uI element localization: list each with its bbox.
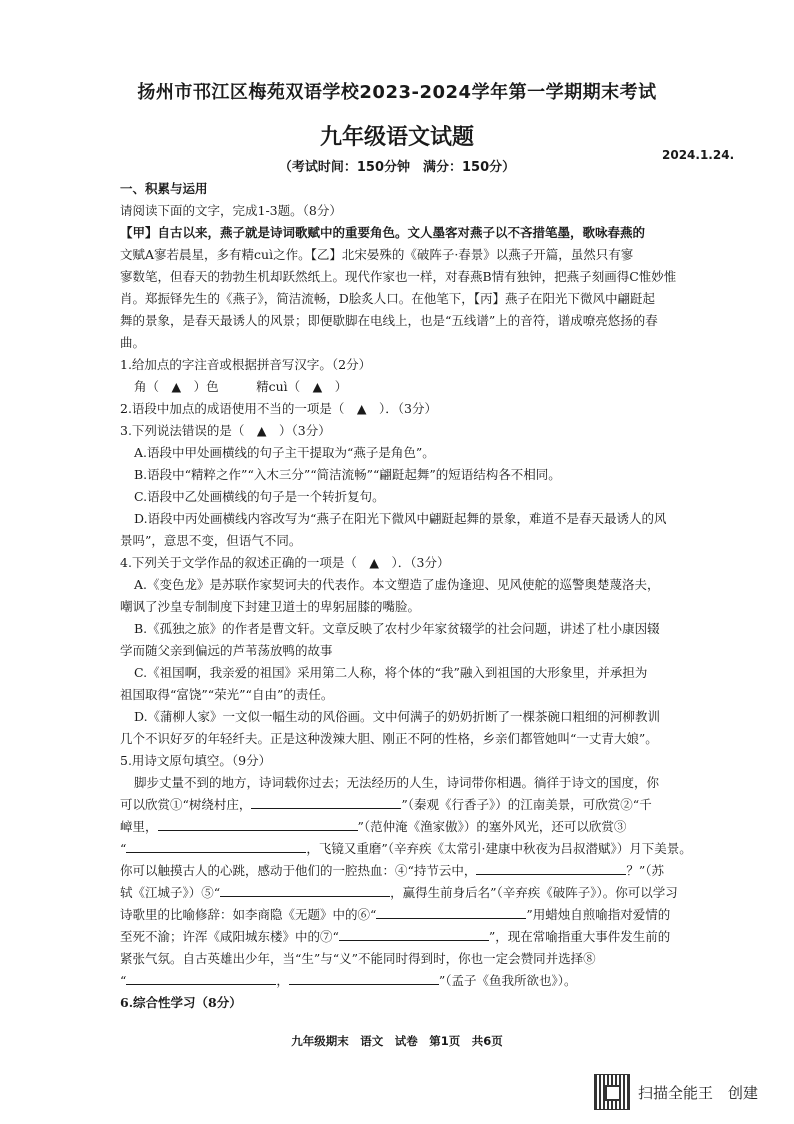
- question-4-option-a: A.《变色龙》是苏联作家契诃夫的代表作。本文塑造了虚伪逢迎、见风使舵的巡警奥楚蔑洛夫，: [134, 577, 660, 592]
- question-5-text: 轼《江城子》）⑤“: [120, 885, 221, 900]
- passage-line: 曲。: [120, 335, 146, 350]
- question-5-text: ”（孟子《鱼我所欲也》）。: [438, 973, 577, 988]
- question-5-text: 嶂里，: [120, 819, 158, 834]
- question-5-line: 紧张气氛。自古英雄出少年，当“生”与“义”不能同时得到时，你也一定会赞同并选择⑧: [120, 951, 596, 966]
- page-footer: 九年级期末 语文 试卷 第1页 共6页: [291, 1034, 503, 1048]
- reading-instruction: 请阅读下面的文字，完成1-3题。（8分）: [120, 203, 342, 218]
- answer-blank[interactable]: [158, 816, 358, 831]
- question-5-text: 诗歌里的比喻修辞：如李商隐《无题》中的⑥“: [120, 907, 377, 922]
- school-title: 扬州市邗江区梅苑双语学校2023-2024学年第一学期期末考试: [137, 82, 657, 103]
- question-5-text: ？”（苏: [626, 863, 665, 878]
- exam-date: 2024.1.24.: [662, 148, 735, 162]
- passage-line: 文赋A寥若晨星，多有精cuì之作。【乙】北宋晏殊的《破阵子·春景》以燕子开篇，虽然只有寥: [120, 247, 634, 262]
- question-5-line: [120, 794, 788, 816]
- watermark-text: 扫描全能王 创建: [638, 1083, 759, 1102]
- question-4-option-c-cont: 祖国取得“富饶”“荣光”“自由”的责任。: [120, 687, 334, 702]
- answer-blank[interactable]: [126, 970, 276, 985]
- question-5-text: 至死不渝；许浑《咸阳城东楼》中的⑦“: [120, 929, 339, 944]
- answer-blank[interactable]: [126, 838, 306, 853]
- question-3-stem: 3.下列说法错误的是（ ▲ ）（3分）: [120, 423, 331, 438]
- question-3-option-a: A.语段中甲处画横线的句子主干提取为“燕子是角色”。: [134, 445, 435, 460]
- qr-code-icon: [594, 1074, 630, 1110]
- passage-line: 肖。郑振铎先生的《燕子》，简洁流畅，D脍炙人口。在他笔下，【丙】燕子在阳光下微风中翩跹起: [120, 291, 656, 306]
- passage-line: 舞的景象，是春天最诱人的风景；即便歇脚在电线上，也是“五线谱”上的音符，谱成嘹亮悠扬的春: [120, 313, 658, 328]
- passage-line: 寥数笔，但春天的勃勃生机却跃然纸上。现代作家也一样，对春燕B情有独钟，把燕子刻画得C惟妙惟: [120, 269, 677, 284]
- section-heading: 一、积累与运用: [120, 181, 208, 196]
- question-5-line: [120, 882, 788, 904]
- question-5-line: [120, 838, 788, 860]
- question-5-text: ，赢得生前身后名”（辛弃疾《破阵子》）。你可以学习: [390, 885, 678, 900]
- question-5-text: “: [120, 841, 127, 856]
- question-4-option-c: C.《祖国啊，我亲爱的祖国》采用第二人称，将个体的“我”融入到祖国的大形象里，并承担为: [134, 665, 648, 680]
- question-4-option-a-cont: 嘲讽了沙皇专制制度下封建卫道士的卑躬屈膝的嘴脸。: [120, 599, 421, 614]
- passage-line: 【甲】自古以来，燕子就是诗词歌赋中的重要角色。文人墨客对燕子以不吝措笔墨，歌咏春燕的: [120, 225, 646, 240]
- answer-blank[interactable]: [220, 882, 390, 897]
- question-3-option-b: B.语段中“精粹之作”“入木三分”“简洁流畅”“翩跹起舞”的短语结构各不相同。: [134, 467, 561, 482]
- question-5-text: ”，现在常喻指重大事件发生前的: [488, 929, 671, 944]
- question-4-stem: 4.下列关于文学作品的叙述正确的一项是（ ▲ ）．（3分）: [120, 555, 450, 570]
- question-5-stem: 5.用诗文原句填空。（9分）: [120, 753, 272, 768]
- exam-content: [120, 178, 788, 1014]
- answer-blank[interactable]: [376, 904, 526, 919]
- question-5-line: [120, 904, 788, 926]
- question-3-option-d-cont: 景吗”，意思不变，但语气不同。: [120, 533, 302, 548]
- question-5-text: “: [120, 973, 127, 988]
- question-5-text: ”（范仲淹《渔家傲》）的塞外风光，还可以欣赏③: [357, 819, 627, 834]
- question-5-text: ”（秦观《行香子》）的江南美景，可欣赏②“千: [401, 797, 652, 812]
- question-5-line: [120, 970, 788, 992]
- scanner-watermark: [594, 1074, 758, 1110]
- question-5-line: 脚步丈量不到的地方，诗词载你过去；无法经历的人生，诗词带你相遇。徜徉于诗文的国度，你: [134, 775, 660, 790]
- question-4-option-d: D.《蒲柳人家》一文似一幅生动的风俗画。文中何满子的奶奶折断了一棵茶碗口粗细的河柳教训: [134, 709, 661, 724]
- question-5-line: [120, 860, 788, 882]
- paper-title: 九年级语文试题: [319, 125, 474, 150]
- question-3-option-d: D.语段中丙处画横线内容改写为“燕子在阳光下微风中翩跹起舞的景象，难道不是春天最诱人的风: [134, 511, 667, 526]
- question-5-line: [120, 926, 788, 948]
- question-5-text: ，: [276, 973, 289, 988]
- question-5-text: ，飞镜又重磨”（辛弃疾《太常引·建康中秋夜为吕叔潜赋》）月下美景。: [306, 841, 692, 856]
- question-3-option-c: C.语段中乙处画横线的句子是一个转折复句。: [134, 489, 385, 504]
- question-5-text: 你可以触摸古人的心跳，感动于他们的一腔热血：④“持节云中，: [120, 863, 477, 878]
- question-5-text: ”用蜡烛自煎喻指对爱情的: [526, 907, 671, 922]
- question-5-text: 可以欣赏①“树绕村庄，: [120, 797, 252, 812]
- question-6-stem: 6.综合性学习（8分）: [120, 995, 242, 1010]
- question-5-line: [120, 816, 788, 838]
- exam-info: （考试时间：150分钟 满分：150分）: [278, 160, 516, 175]
- answer-blank[interactable]: [476, 860, 626, 875]
- question-1-blanks: 角（ ▲ ）色 精cuì（ ▲ ）: [134, 379, 348, 394]
- answer-blank[interactable]: [251, 794, 401, 809]
- question-1-stem: 1.给加点的字注音或根据拼音写汉字。（2分）: [120, 357, 372, 372]
- question-4-option-d-cont: 几个不识好歹的年轻纤夫。正是这种泼辣大胆、刚正不阿的性格，乡亲们都管她叫“一丈青大娘”。: [120, 731, 658, 746]
- question-4-option-b: B.《孤独之旅》的作者是曹文轩。文章反映了农村少年家贫辍学的社会问题，讲述了杜小康因辍: [134, 621, 660, 636]
- answer-blank[interactable]: [289, 970, 439, 985]
- question-4-option-b-cont: 学而随父亲到偏远的芦苇荡放鸭的故事: [120, 643, 333, 658]
- answer-blank[interactable]: [339, 926, 489, 941]
- question-2-stem: 2.语段中加点的成语使用不当的一项是（ ▲ ）．（3分）: [120, 401, 437, 416]
